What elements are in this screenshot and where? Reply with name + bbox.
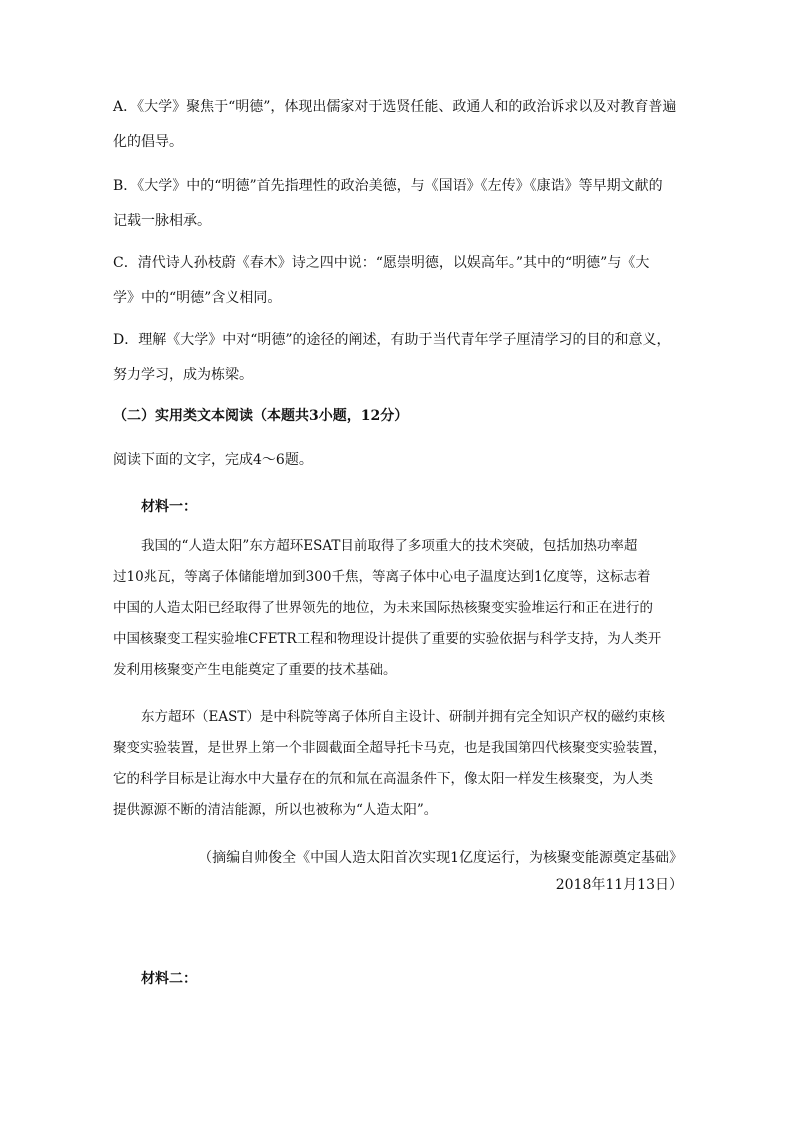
material-1-p1-line-4: 中国核聚变工程实验堆CFETR工程和物理设计提供了重要的实验依据与科学支持，为人类开 — [113, 631, 662, 647]
source-citation — [198, 845, 683, 899]
material-1-p2-line-2: 聚变实验装置，是世界上第一个非圆截面全超导托卡马克，也是我国第四代核聚变实验装置， — [113, 740, 667, 756]
material-1-p2-line-4: 提供源源不断的清洁能源，所以也被称为“人造太阳”。 — [113, 802, 438, 818]
option-b-line-1: B．《大学》中的“明德”首先指理性的政治美德，与《国语》《左传》《康诰》等早期文献的 — [113, 178, 663, 194]
option-a-line-1: A．《大学》聚焦于“明德”，体现出儒家对于选贤任能、政通人和的政治诉求以及对教育普遍 — [113, 99, 677, 115]
material-1-p1-line-5: 发利用核聚变产生电能奠定了重要的技术基础。 — [113, 662, 397, 678]
material-1-p1-line-2: 过10兆瓦，等离子体储能增加到300千焦，等离子体中心电子温度达到1亿度等，这标志着 — [113, 569, 651, 585]
material-2-label: 材料二： — [141, 971, 197, 987]
option-b — [113, 179, 683, 228]
source-line-2: 2018年11月13日） — [555, 877, 683, 893]
instruction: 阅读下面的文字，完成4～6题。 — [113, 452, 313, 468]
section-heading: （二）实用类文本阅读（本题共3小题，12分） — [113, 408, 409, 424]
source-line-1: （摘编自帅俊全《中国人造太阳首次实现1亿度运行，为核聚变能源奠定基础》 — [198, 850, 683, 866]
option-d-line-1: D．理解《大学》中对“明德”的途径的阐述，有助于当代青年学子厘清学习的目的和意义， — [113, 332, 671, 348]
material-1-paragraph-1 — [113, 531, 683, 686]
option-b-line-2: 记载一脉相承。 — [113, 213, 211, 229]
option-d-line-2: 努力学习，成为栋梁。 — [113, 367, 253, 383]
option-a — [113, 100, 683, 149]
material-1-p2-line-3: 它的科学目标是让海水中大量存在的氘和氚在高温条件下，像太阳一样发生核聚变，为人类 — [113, 771, 653, 787]
material-1-p1-line-3: 中国的人造太阳已经取得了世界领先的地位，为未来国际热核聚变实验堆运行和正在进行的 — [113, 600, 653, 616]
option-a-line-2: 化的倡导。 — [113, 134, 183, 150]
material-1-p1-line-1: 我国的“人造太阳”东方超环ESAT目前取得了多项重大的技术突破，包括加热功率超 — [141, 538, 638, 554]
option-c-line-1: C．清代诗人孙枝蔚《春木》诗之四中说：“愿崇明德，以娱高年。”其中的“明德”与《大 — [113, 255, 650, 271]
material-1-label: 材料一： — [141, 499, 197, 515]
option-d — [113, 333, 683, 382]
material-1-paragraph-2 — [113, 702, 683, 826]
option-c — [113, 256, 683, 305]
option-c-line-2: 学》中的“明德”含义相同。 — [113, 290, 282, 306]
material-1-p2-line-1: 东方超环（EAST）是中科院等离子体所自主设计、研制并拥有完全知识产权的磁约束核 — [141, 709, 665, 725]
